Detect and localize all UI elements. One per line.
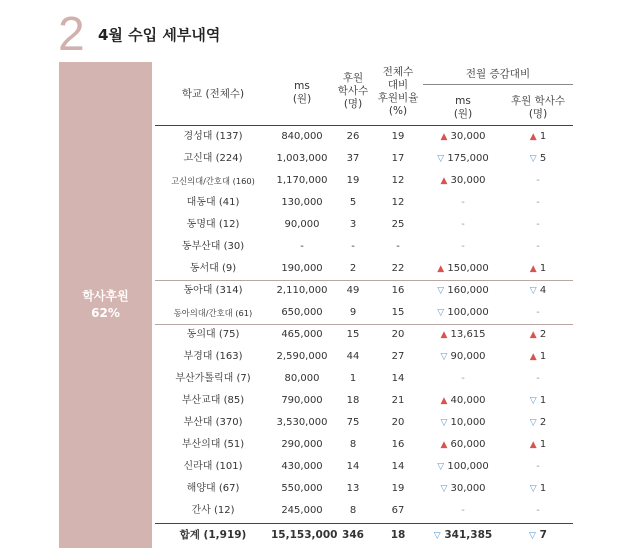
count-cell: 75 [346,417,360,428]
table-row [155,500,573,522]
ms-cell: 290,000 [281,439,323,450]
ms-cell: 90,000 [284,219,320,230]
header-delta-ms-line2: (원) [453,108,473,120]
delta-value: - [461,219,465,230]
ms-cell: 3,530,000 [276,417,328,428]
ratio-cell: 27 [391,351,405,362]
increase-triangle-icon: ▲ [440,176,448,186]
delta-count-cell [503,434,573,456]
ratio-cell: - [396,241,400,252]
delta-ms-cell [423,412,503,434]
school-cell: 동명대 (12) [186,219,240,230]
count-cell: - [351,241,355,252]
decrease-triangle-icon: ▽ [433,531,441,541]
ratio-cell: 22 [391,263,405,274]
delta-ms-cell [423,390,503,412]
delta-value: 175,000 [447,153,489,164]
count-cell: 37 [346,153,360,164]
category-label [59,288,152,322]
header-delta-count [503,95,573,121]
delta-count-cell [503,346,573,368]
decrease-triangle-icon: ▽ [437,462,445,472]
delta-count-cell [503,170,573,192]
increase-triangle-icon: ▲ [440,330,448,340]
delta-count-cell [503,236,573,258]
count-cell: 2 [349,263,357,274]
delta-value: - [461,505,465,516]
ratio-cell: 20 [391,329,405,340]
delta-value: 100,000 [447,307,489,318]
decrease-triangle-icon: ▽ [529,396,537,406]
delta-value: 30,000 [450,175,486,186]
delta-ms-cell [423,148,503,170]
increase-triangle-icon: ▲ [440,440,448,450]
increase-triangle-icon: ▲ [529,132,537,142]
count-cell: 8 [349,439,357,450]
delta-value: - [461,197,465,208]
school-cell: 부산대 (370) [183,417,243,428]
count-cell: 14 [346,461,360,472]
header-ratio-line2: 대비 [387,79,409,91]
header-delta-ms-line1: ms [455,95,471,107]
header-count-line2: 학사수 [337,85,369,97]
ms-cell: 2,590,000 [276,351,328,362]
delta-value: - [536,197,540,208]
decrease-triangle-icon: ▽ [437,308,445,318]
ratio-cell: 18 [390,529,406,541]
ratio-cell: 12 [391,175,405,186]
header-count-line3: (명) [343,98,363,110]
ratio-cell: 16 [391,439,405,450]
table-row [155,258,573,281]
decrease-triangle-icon: ▽ [529,531,536,541]
delta-value: 1 [539,351,547,362]
table-row [155,346,573,368]
delta-value: 100,000 [447,461,489,472]
count-cell: 15 [346,329,360,340]
delta-count-cell [503,192,573,214]
delta-value: 30,000 [450,131,486,142]
table-row [155,148,573,170]
delta-value: - [536,505,540,516]
delta-value: 7 [539,529,547,541]
table-row [155,302,573,325]
header-group-underline [423,84,573,85]
delta-ms-cell [423,324,503,346]
header-ratio-line3: 후원비율 [377,92,419,104]
table-row [155,412,573,434]
school-cell: 고신의대/간호대 (160) [171,176,255,186]
school-cell: 동아대 (314) [183,285,243,296]
header-ratio-line1: 전체수 [382,66,414,78]
header-ratio [373,66,423,118]
delta-value: - [461,373,465,384]
ms-cell: 130,000 [281,197,323,208]
delta-value: 2 [539,329,547,340]
count-cell: 44 [346,351,360,362]
school-cell: 동아의대/간호대 (61) [173,308,253,318]
count-cell: 19 [346,175,360,186]
delta-value: 60,000 [450,439,486,450]
header-delta-count-line1: 후원 학사수 [510,95,566,107]
count-cell: 3 [349,219,357,230]
delta-count-cell [503,214,573,236]
decrease-triangle-icon: ▽ [529,286,537,296]
header-ms-line1: ms [294,80,310,92]
decrease-triangle-icon: ▽ [437,286,445,296]
school-cell: 부경대 (163) [183,351,243,362]
count-cell: 346 [342,529,364,541]
table-row [155,170,573,192]
header-ms-line2: (원) [292,93,312,105]
delta-count-cell [503,524,573,546]
school-cell: 간사 (12) [191,505,235,516]
ratio-cell: 25 [391,219,405,230]
section-number: 2 [58,8,85,61]
ratio-cell: 15 [391,307,405,318]
delta-ms-cell [423,456,503,478]
delta-value: 4 [539,285,547,296]
increase-triangle-icon: ▲ [529,264,537,274]
decrease-triangle-icon: ▽ [440,418,448,428]
total-row [155,524,573,546]
delta-value: 1 [539,439,547,450]
delta-ms-cell [423,478,503,500]
delta-value: - [461,241,465,252]
delta-count-cell [503,412,573,434]
delta-ms-cell [423,524,503,546]
header-group: 전월 증감대비 [465,68,531,80]
delta-count-cell [503,302,573,324]
ms-cell: 430,000 [281,461,323,472]
table-row [155,192,573,214]
delta-value: 40,000 [450,395,486,406]
delta-value: - [536,373,540,384]
delta-count-cell [503,478,573,500]
ratio-cell: 67 [391,505,405,516]
count-cell: 5 [349,197,357,208]
school-cell: 고신대 (224) [183,153,243,164]
school-cell: 신라대 (101) [183,461,243,472]
ratio-cell: 14 [391,373,405,384]
school-cell: 동의대 (75) [186,329,240,340]
increase-triangle-icon: ▲ [529,330,537,340]
ratio-cell: 19 [391,483,405,494]
table-row [155,324,573,346]
header-ms [271,80,333,106]
section-title: 4월 수입 세부내역 [98,26,221,44]
header-count-line1: 후원 [342,72,364,84]
header-delta-count-line2: (명) [528,108,548,120]
school-cell: 경성대 (137) [183,131,243,142]
increase-triangle-icon: ▲ [529,352,537,362]
delta-ms-cell [423,192,503,214]
delta-value: 341,385 [444,529,493,541]
header-ratio-line4: (%) [388,105,408,117]
decrease-triangle-icon: ▽ [529,154,537,164]
delta-count-cell [503,148,573,170]
ratio-cell: 19 [391,131,405,142]
delta-ms-cell [423,280,503,302]
delta-value: 1 [539,131,547,142]
category-side-block [59,62,152,548]
decrease-triangle-icon: ▽ [529,418,537,428]
school-cell: 해양대 (67) [186,483,240,494]
table-row [155,126,573,148]
delta-value: 1 [539,483,547,494]
ms-cell: 840,000 [281,131,323,142]
ms-cell: 15,153,000 [271,529,338,541]
delta-value: - [536,461,540,472]
table-row [155,214,573,236]
ms-cell: 190,000 [281,263,323,274]
decrease-triangle-icon: ▽ [440,484,448,494]
table-row [155,368,573,390]
delta-count-cell [503,500,573,522]
delta-count-cell [503,390,573,412]
school-cell: 부산교대 (85) [181,395,245,406]
increase-triangle-icon: ▲ [440,396,448,406]
delta-value: - [536,307,540,318]
count-cell: 13 [346,483,360,494]
delta-ms-cell [423,258,503,280]
school-cell: 동서대 (9) [189,263,237,274]
delta-value: 1 [539,395,547,406]
delta-value: 90,000 [450,351,486,362]
increase-triangle-icon: ▲ [437,264,445,274]
decrease-triangle-icon: ▽ [437,154,445,164]
count-cell: 49 [346,285,360,296]
school-cell: 동부산대 (30) [181,241,245,252]
delta-ms-cell [423,126,503,148]
ms-cell: 465,000 [281,329,323,340]
delta-count-cell [503,258,573,280]
delta-count-cell [503,368,573,390]
increase-triangle-icon: ▲ [440,132,448,142]
delta-ms-cell [423,170,503,192]
school-cell: 부산가톨릭대 (7) [175,373,251,384]
delta-value: - [536,241,540,252]
table-row [155,280,573,302]
delta-ms-cell [423,434,503,456]
delta-ms-cell [423,236,503,258]
delta-value: 2 [539,417,547,428]
table-row [155,434,573,456]
delta-count-cell [503,126,573,148]
delta-ms-cell [423,500,503,522]
delta-value: 10,000 [450,417,486,428]
delta-value: 160,000 [447,285,489,296]
delta-value: 5 [539,153,547,164]
delta-count-cell [503,324,573,346]
header-school: 학교 (전체수) [181,88,245,100]
decrease-triangle-icon: ▽ [529,484,537,494]
count-cell: 26 [346,131,360,142]
count-cell: 1 [349,373,357,384]
ratio-cell: 21 [391,395,405,406]
ratio-cell: 17 [391,153,405,164]
ms-cell: 80,000 [284,373,320,384]
school-cell: 합계 (1,919) [179,529,247,541]
table-row [155,478,573,500]
ms-cell: 1,003,000 [276,153,328,164]
ratio-cell: 16 [391,285,405,296]
ms-cell: - [300,241,304,252]
header-count [333,72,373,111]
delta-value: - [536,219,540,230]
increase-triangle-icon: ▲ [529,440,537,450]
category-name: 학사후원 [82,289,129,303]
ms-cell: 245,000 [281,505,323,516]
delta-value: 30,000 [450,483,486,494]
ratio-cell: 12 [391,197,405,208]
table-row [155,390,573,412]
table-row [155,456,573,478]
delta-ms-cell [423,368,503,390]
delta-count-cell [503,280,573,302]
school-cell: 부산의대 (51) [181,439,245,450]
table-row [155,236,573,258]
delta-ms-cell [423,346,503,368]
count-cell: 9 [349,307,357,318]
ms-cell: 550,000 [281,483,323,494]
header-delta-ms [423,95,503,121]
decrease-triangle-icon: ▽ [440,352,448,362]
delta-count-cell [503,456,573,478]
ratio-cell: 14 [391,461,405,472]
delta-value: 150,000 [447,263,489,274]
delta-value: - [536,175,540,186]
delta-ms-cell [423,214,503,236]
ms-cell: 2,110,000 [276,285,328,296]
delta-ms-cell [423,302,503,324]
school-cell: 대동대 (41) [186,197,240,208]
ms-cell: 650,000 [281,307,323,318]
ms-cell: 1,170,000 [276,175,328,186]
count-cell: 18 [346,395,360,406]
category-percent: 62% [91,306,120,320]
ratio-cell: 20 [391,417,405,428]
delta-value: 1 [539,263,547,274]
ms-cell: 790,000 [281,395,323,406]
delta-value: 13,615 [450,329,486,340]
count-cell: 8 [349,505,357,516]
